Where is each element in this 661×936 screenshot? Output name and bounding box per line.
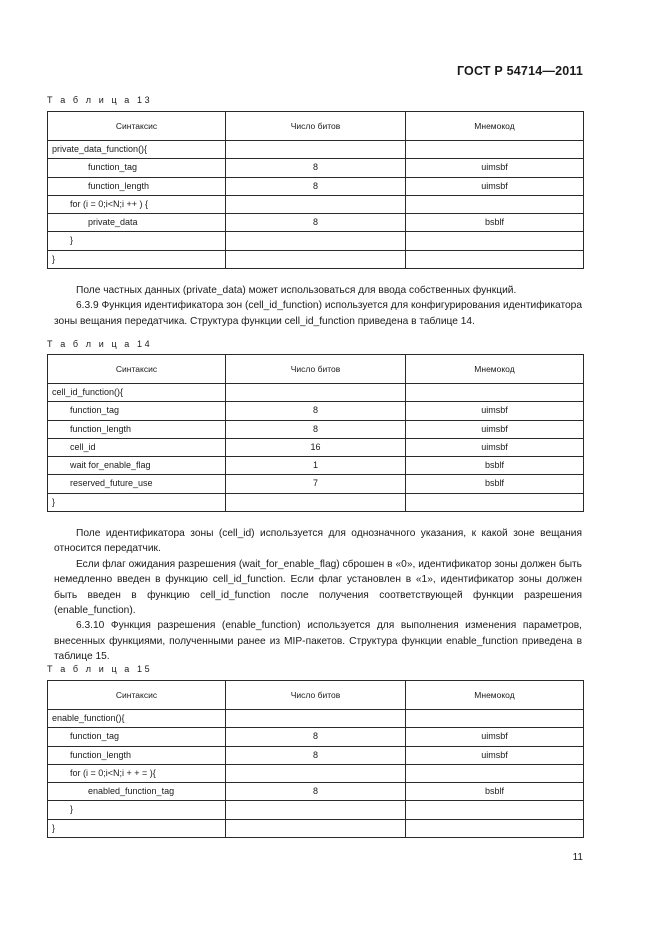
- syntax-cell: cell_id: [48, 438, 226, 456]
- bits-cell: [226, 195, 406, 213]
- text-block-2: [54, 526, 582, 665]
- column-header-bits: Число битов: [226, 355, 406, 384]
- mnemonic-cell: [406, 250, 584, 268]
- table-row: [48, 710, 584, 728]
- column-header-bits: Число битов: [226, 681, 406, 710]
- bits-cell: 8: [226, 420, 406, 438]
- table-row: [48, 764, 584, 782]
- syntax-cell: function_tag: [48, 728, 226, 746]
- mnemonic-cell: [406, 141, 584, 159]
- mnemonic-cell: uimsbf: [406, 728, 584, 746]
- table-15-caption: Т а б л и ц а 15: [47, 664, 153, 674]
- standard-header: ГОСТ Р 54714—2011: [456, 64, 583, 78]
- syntax-cell: function_tag: [48, 159, 226, 177]
- table-row: [48, 438, 584, 456]
- table-header-row: [48, 355, 584, 384]
- mnemonic-cell: uimsbf: [406, 159, 584, 177]
- table-row: [48, 746, 584, 764]
- mnemonic-cell: [406, 232, 584, 250]
- table-header-row: [48, 112, 584, 141]
- table-15: [47, 680, 584, 838]
- table-row: [48, 728, 584, 746]
- table-row: [48, 195, 584, 213]
- mnemonic-cell: [406, 195, 584, 213]
- mnemonic-cell: [406, 384, 584, 402]
- bits-cell: 1: [226, 457, 406, 475]
- table-row: [48, 819, 584, 837]
- bits-cell: [226, 819, 406, 837]
- table-row: [48, 420, 584, 438]
- mnemonic-cell: uimsbf: [406, 746, 584, 764]
- syntax-cell: for (i = 0;i<N;i + + = ){: [48, 764, 226, 782]
- table-row: [48, 457, 584, 475]
- table-row: [48, 232, 584, 250]
- bits-cell: [226, 384, 406, 402]
- text-block-1: [54, 283, 582, 329]
- mnemonic-cell: bsblf: [406, 475, 584, 493]
- mnemonic-cell: uimsbf: [406, 420, 584, 438]
- paragraph: 6.3.10 Функция разрешения (enable_function) используется для выполнения изменения параметров, внесенных функциями, полученными ранее из MIP-пакетов. Структура функции enable_function приведена в таблице 15.: [54, 620, 582, 663]
- bits-cell: 8: [226, 214, 406, 232]
- table-row: [48, 801, 584, 819]
- bits-cell: 8: [226, 728, 406, 746]
- paragraph: Если флаг ожидания разрешения (wait_for_enable_flag) сброшен в «0», идентификатор зоны должен быть немедленно введен в функцию cell_id_function. Если флаг установлен в «1», идентификатор зоны должен быть введен в функцию cell_id_function после получения соответствующей функции разрешения (enable_function).: [54, 558, 582, 617]
- mnemonic-cell: uimsbf: [406, 402, 584, 420]
- column-header-bits: Число битов: [226, 112, 406, 141]
- mnemonic-cell: bsblf: [406, 214, 584, 232]
- mnemonic-cell: uimsbf: [406, 177, 584, 195]
- syntax-cell: }: [48, 250, 226, 268]
- paragraph: Поле идентификатора зоны (cell_id) используется для однозначного указания, к какой зоне вещания относится передатчик.: [54, 528, 582, 555]
- syntax-cell: enable_function(){: [48, 710, 226, 728]
- column-header-mnemonic: Мнемокод: [406, 681, 584, 710]
- bits-cell: 8: [226, 746, 406, 764]
- table-row: [48, 384, 584, 402]
- mnemonic-cell: [406, 710, 584, 728]
- mnemonic-cell: [406, 801, 584, 819]
- table-13: [47, 111, 584, 269]
- syntax-cell: function_length: [48, 746, 226, 764]
- syntax-cell: enabled_function_tag: [48, 783, 226, 801]
- table-row: [48, 141, 584, 159]
- syntax-cell: wait for_enable_flag: [48, 457, 226, 475]
- bits-cell: 8: [226, 783, 406, 801]
- column-header-mnemonic: Мнемокод: [406, 112, 584, 141]
- paragraph: Поле частных данных (private_data) может использоваться для ввода собственных функций.: [76, 285, 517, 296]
- syntax-cell: reserved_future_use: [48, 475, 226, 493]
- table-row: [48, 177, 584, 195]
- page-number: 11: [572, 852, 583, 863]
- table-row: [48, 493, 584, 511]
- syntax-cell: }: [48, 232, 226, 250]
- syntax-cell: function_length: [48, 420, 226, 438]
- mnemonic-cell: bsblf: [406, 783, 584, 801]
- column-header-syntax: Синтаксис: [48, 681, 226, 710]
- table-row: [48, 159, 584, 177]
- column-header-mnemonic: Мнемокод: [406, 355, 584, 384]
- mnemonic-cell: [406, 819, 584, 837]
- syntax-cell: for (i = 0;i<N;i ++ ) {: [48, 195, 226, 213]
- bits-cell: 7: [226, 475, 406, 493]
- table-row: [48, 250, 584, 268]
- paragraph: 6.3.9 Функция идентификатора зон (cell_id_function) используется для конфигурирования идентификатора зоны вещания передатчика. Структура функции cell_id_function приведена в таблице 14.: [54, 300, 582, 327]
- table-header-row: [48, 681, 584, 710]
- bits-cell: 8: [226, 159, 406, 177]
- table-row: [48, 402, 584, 420]
- bits-cell: [226, 250, 406, 268]
- column-header-syntax: Синтаксис: [48, 112, 226, 141]
- bits-cell: 16: [226, 438, 406, 456]
- syntax-cell: private_data: [48, 214, 226, 232]
- column-header-syntax: Синтаксис: [48, 355, 226, 384]
- table-row: [48, 783, 584, 801]
- bits-cell: [226, 493, 406, 511]
- syntax-cell: }: [48, 493, 226, 511]
- bits-cell: [226, 141, 406, 159]
- syntax-cell: private_data_function(){: [48, 141, 226, 159]
- bits-cell: [226, 764, 406, 782]
- mnemonic-cell: [406, 764, 584, 782]
- bits-cell: [226, 232, 406, 250]
- mnemonic-cell: bsblf: [406, 457, 584, 475]
- syntax-cell: function_tag: [48, 402, 226, 420]
- bits-cell: [226, 801, 406, 819]
- bits-cell: 8: [226, 402, 406, 420]
- table-13-caption: Т а б л и ц а 13: [47, 95, 153, 105]
- syntax-cell: function_length: [48, 177, 226, 195]
- bits-cell: [226, 710, 406, 728]
- table-14: [47, 354, 584, 512]
- table-row: [48, 475, 584, 493]
- syntax-cell: }: [48, 801, 226, 819]
- table-14-caption: Т а б л и ц а 14: [47, 339, 153, 349]
- syntax-cell: }: [48, 819, 226, 837]
- syntax-cell: cell_id_function(){: [48, 384, 226, 402]
- mnemonic-cell: [406, 493, 584, 511]
- bits-cell: 8: [226, 177, 406, 195]
- table-row: [48, 214, 584, 232]
- mnemonic-cell: uimsbf: [406, 438, 584, 456]
